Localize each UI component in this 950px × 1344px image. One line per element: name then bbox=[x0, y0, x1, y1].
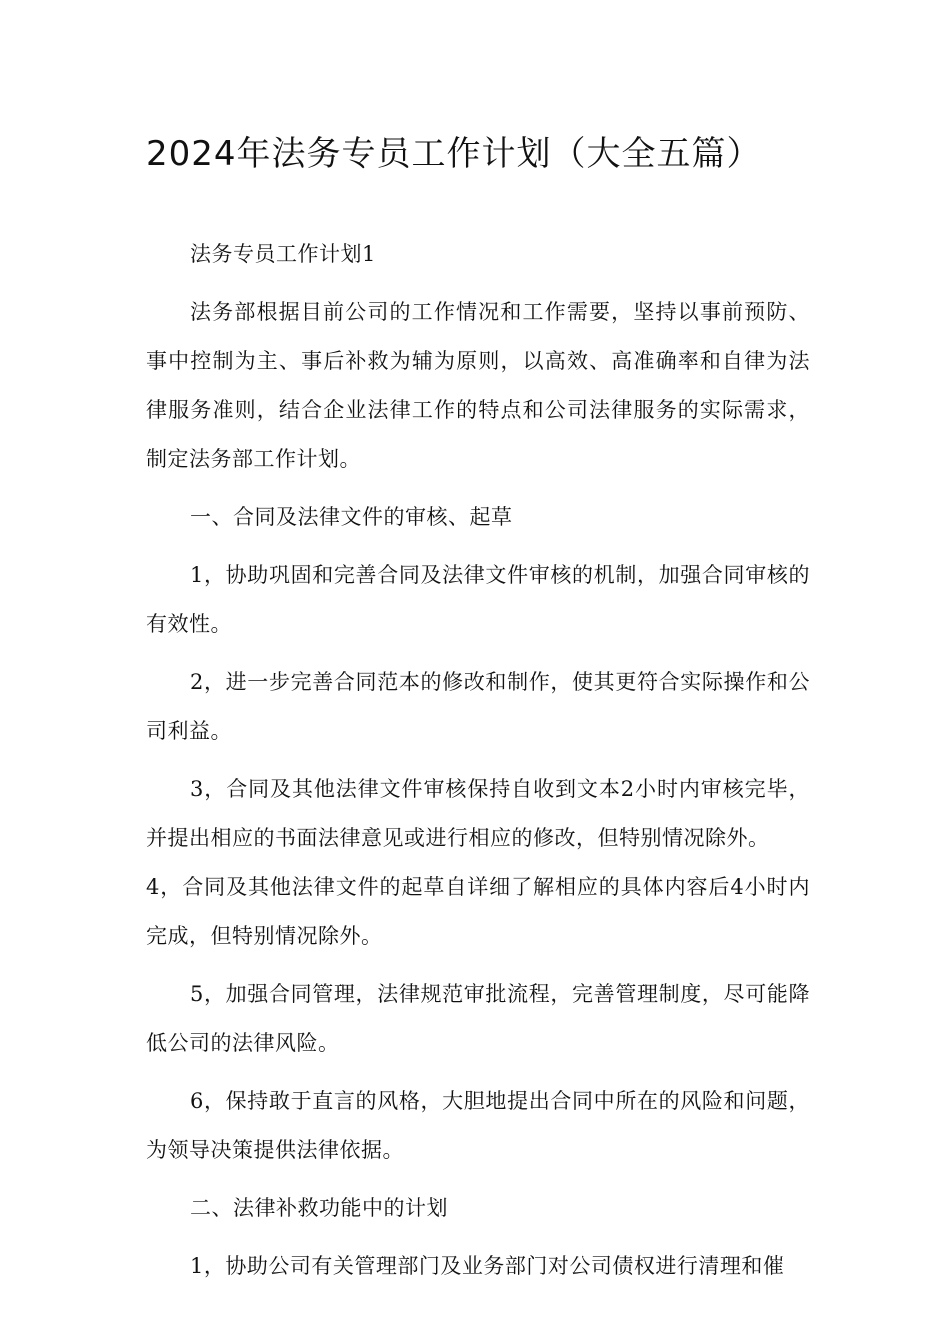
list-item-contract-6: 6，保持敢于直言的风格，大胆地提出合同中所在的风险和问题，为领导决策提供法律依据。 bbox=[146, 1089, 810, 1162]
list-item-contract-4: 4，合同及其他法律文件的起草自详细了解相应的具体内容后4小时内完成，但特别情况除外。 bbox=[146, 875, 810, 948]
section-title: 法务专员工作计划1 bbox=[190, 242, 376, 266]
document-body bbox=[146, 230, 810, 1300]
heading-legal-remedy: 二、法律补救功能中的计划 bbox=[190, 1196, 448, 1220]
intro-paragraph: 法务部根据目前公司的工作情况和工作需要，坚持以事前预防、事中控制为主、事后补救为辅为原则，以高效、高准确率和自律为法律服务准则，结合企业法律工作的特点和公司法律服务的实际需求，制定法务部工作计划。 bbox=[146, 300, 810, 471]
list-item-contract-2: 2，进一步完善合同范本的修改和制作，使其更符合实际操作和公司利益。 bbox=[146, 670, 810, 743]
document-title: 2024年法务专员工作计划（大全五篇） bbox=[146, 134, 762, 174]
heading-contract-review: 一、合同及法律文件的审核、起草 bbox=[190, 505, 513, 529]
list-item-contract-3: 3，合同及其他法律文件审核保持自收到文本2小时内审核完毕，并提出相应的书面法律意见或进行相应的修改，但特别情况除外。 bbox=[146, 777, 810, 850]
list-item-contract-1: 1，协助巩固和完善合同及法律文件审核的机制，加强合同审核的有效性。 bbox=[146, 563, 810, 636]
list-item-remedy-1: 1，协助公司有关管理部门及业务部门对公司债权进行清理和催 bbox=[190, 1254, 785, 1278]
list-item-contract-5: 5，加强合同管理，法律规范审批流程，完善管理制度，尽可能降低公司的法律风险。 bbox=[146, 982, 810, 1055]
